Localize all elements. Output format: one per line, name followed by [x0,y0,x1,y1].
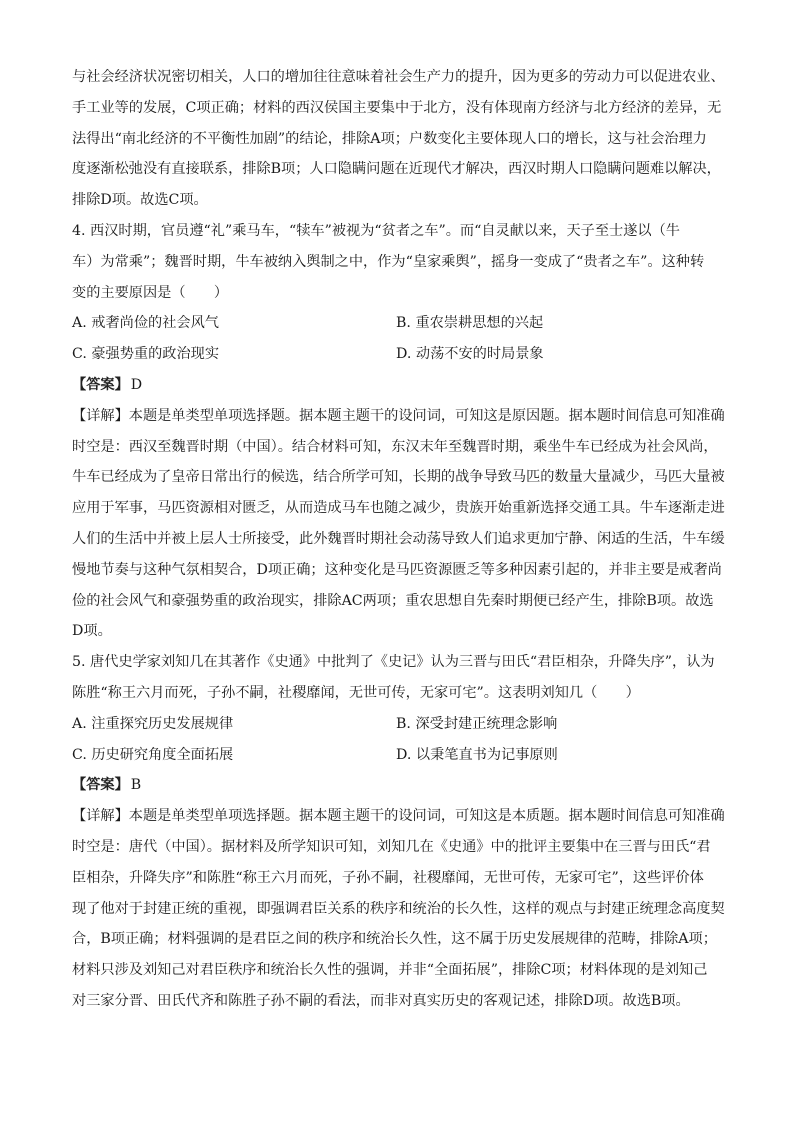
option-row [72,339,722,370]
question-stem-line: 车）为常乘”；魏晋时期，牛车被纳入舆制之中，作为“皇家乘舆”，摇身一变成了“贵者之车”。这种转 [72,253,705,270]
explanation-line: 时空是：西汉至魏晋时期（中国）。结合材料可知，东汉末年至魏晋时期，乘坐牛车已经成为社会风尚， [72,438,718,455]
explanation-line: 慢地节奏与这种气氛相契合，D项正确；这种变化是马匹资源匮乏等多种因素引起的，并非主要是戒奢尚 [72,561,722,578]
explanation-line: 应用于军事，马匹资源相对匮乏，从而造成马车也随之减少，贵族开始重新选择交通工具。牛车逐渐走进 [72,500,725,517]
option-row [72,740,722,771]
explanation-line: 臣相杂，升降失序”和陈胜“称王六月而死，子孙不嗣，社稷靡闻，无世可传，无家可宅”，这些评价体 [72,869,704,886]
answer-tag: 【答案】 [72,777,129,794]
answer-value: B [130,777,142,794]
explanation [72,801,725,1017]
text-line: 法得出“南北经济的不平衡性加剧”的结论，排除A项；户数变化主要体现人口的增长，这与社会治理力 [72,130,707,147]
answer-line [72,370,722,401]
question-4 [72,216,725,647]
question-stem-line: 陈胜“称王六月而死，子孙不嗣，社稷靡闻，无世可传，无家可宅”。这表明刘知几（ ） [72,684,640,701]
option-row [72,308,722,339]
intro-paragraph [72,62,725,216]
explanation-line: 材料只涉及刘知己对君臣秩序和统治长久性的强调，并非“全面拓展”，排除C项；材料体现的是刘知己 [72,962,708,979]
explanation-line: 人们的生活中并被上层人士所接受，此外魏晋时期社会动荡导致人们追求更加宁静、闲适的生活，牛车缓 [72,530,725,547]
text-line: 手工业等的发展，C项正确；材料的西汉侯国主要集中于北方，没有体现南方经济与北方经济的差异，无 [72,99,722,116]
option-row [72,709,722,740]
explanation-line: 现了他对于封建正统的重视，即强调君臣关系的秩序和统治的长久性，这样的观点与封建正统理念高度契 [72,900,725,917]
question-stem-line: 4. 西汉时期，官员遵“礼”乘马车，“犊车”被视为“贫者之车”。而“自灵献以来，天子至士遂以（牛 [72,222,680,239]
option-a: A. 注重探究历史发展规律 [72,715,234,732]
question-5 [72,647,725,1017]
option-d: D. 动荡不安的时局景象 [396,346,544,363]
answer-value: D [130,376,143,393]
option-c: C. 豪强势重的政治现实 [72,346,220,363]
option-b: B. 深受封建正统理念影响 [396,715,558,732]
option-b: B. 重农崇耕思想的兴起 [396,315,544,332]
explanation-line: 合，B项正确；材料强调的是君臣之间的秩序和统治长久性，这不属于历史发展规律的范畴，排除A项； [72,931,717,948]
question-stem-line: 变的主要原因是（ ） [72,284,229,301]
option-a: A. 戒奢尚俭的社会风气 [72,315,219,332]
explanation-line: 【详解】本题是单类型单项选择题。据本题主题干的设问词，可知这是本质题。据本题时间信息可知准确 [72,808,725,825]
document-page [72,62,725,1017]
question-stem-line: 5. 唐代史学家刘知几在其著作《史通》中批判了《史记》认为三晋与田氏“君臣相杂，升降失序”，认为 [72,654,715,671]
option-c: C. 历史研究角度全面拓展 [72,746,234,763]
option-d: D. 以秉笔直书为记事原则 [396,746,558,763]
explanation-line: 俭的社会风气和豪强势重的政治现实，排除AC两项；重农思想自先秦时期便已经产生，排除B项。故选 [72,592,714,609]
answer-tag: 【答案】 [72,376,129,393]
explanation [72,401,725,647]
text-line: 度逐渐松弛没有直接联系，排除B项；人口隐瞒问题在近现代才解决，西汉时期人口隐瞒问题难以解决， [72,161,721,178]
explanation-line: 牛车已经成为了皇帝日常出行的候选，结合所学可知，长期的战争导致马匹的数量大量减少，马匹大量被 [72,469,725,486]
explanation-line: D项。 [72,623,112,640]
explanation-line: 时空是：唐代（中国）。据材料及所学知识可知，刘知几在《史通》中的批评主要集中在三晋与田氏“君 [72,838,711,855]
explanation-line: 对三家分晋、田氏代齐和陈胜子孙不嗣的看法，而非对真实历史的客观记述，排除D项。故选B项。 [72,992,690,1009]
answer-line [72,770,722,801]
explanation-line: 【详解】本题是单类型单项选择题。据本题主题干的设问词，可知这是原因题。据本题时间信息可知准确 [72,407,725,424]
text-line: 与社会经济状况密切相关，人口的增加往往意味着社会生产力的提升，因为更多的劳动力可以促进农业、 [72,69,725,85]
text-line: 排除D项。故选C项。 [72,192,208,209]
